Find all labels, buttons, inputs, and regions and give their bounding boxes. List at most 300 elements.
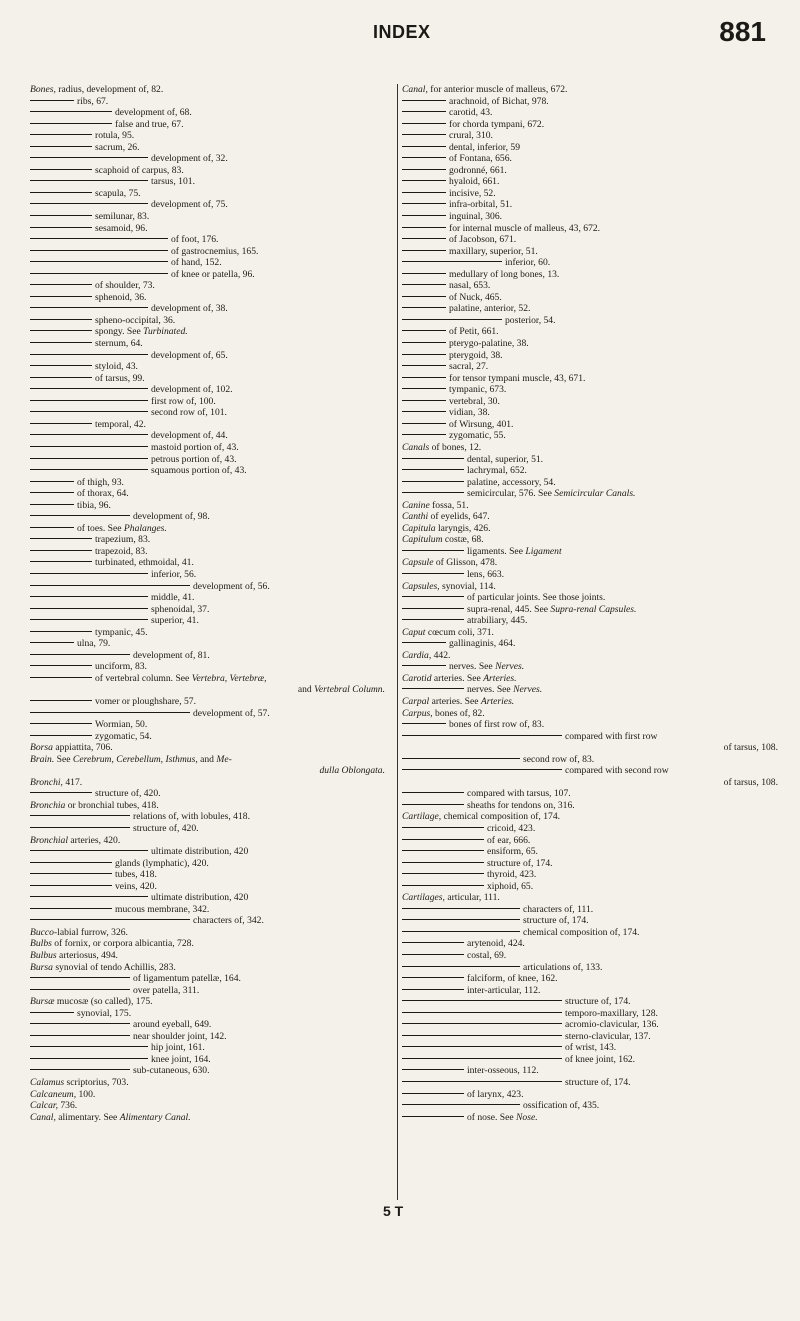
entry-headword: Canthi	[402, 511, 429, 523]
entry-cross-reference: Phalanges.	[123, 522, 167, 534]
ditto-rule	[30, 977, 130, 978]
entry-text: and	[197, 753, 217, 765]
ditto-rule	[402, 423, 446, 424]
index-subentry	[30, 223, 387, 235]
entry-text: of wrist, 143.	[565, 1042, 617, 1054]
ditto-rule	[402, 203, 446, 204]
entry-text: inguinal, 306.	[449, 211, 503, 223]
index-subentry	[30, 511, 387, 523]
ditto-rule	[30, 735, 92, 736]
ditto-rule	[402, 954, 464, 955]
entry-headword: Bursa	[30, 961, 53, 973]
entry-text: unciform, 83.	[95, 661, 147, 673]
ditto-rule	[30, 434, 148, 435]
ditto-rule	[402, 134, 446, 135]
entry-text: of ligamentum patellæ, 164.	[133, 973, 241, 985]
index-subentry	[30, 1008, 387, 1020]
index-subentry	[30, 477, 387, 489]
index-subentry	[30, 430, 387, 442]
ditto-rule	[402, 1069, 464, 1070]
entry-text: relations of, with lobules, 418.	[133, 811, 250, 823]
entry-text: structure of, 420.	[133, 823, 199, 834]
entry-text: maxillary, superior, 51.	[449, 245, 538, 257]
entry-cross-reference: Nerves.	[513, 684, 543, 696]
entry-cross-reference: dulla Oblongata.	[319, 765, 385, 777]
ditto-rule	[30, 527, 74, 528]
index-subentry	[402, 546, 780, 558]
entry-text: 417.	[62, 776, 83, 788]
entry-text: sphenoidal, 37.	[151, 603, 210, 615]
entry-text: development of, 56.	[193, 580, 270, 592]
ditto-rule	[30, 377, 92, 378]
ditto-rule	[30, 388, 148, 389]
index-heading-entry	[402, 534, 780, 546]
entry-text: articulations of, 133.	[523, 961, 603, 973]
ditto-rule	[30, 284, 92, 285]
index-subentry	[402, 869, 780, 881]
entry-text: of gastrocnemius, 165.	[171, 245, 259, 257]
ditto-rule	[30, 573, 148, 574]
entry-text: ossification of, 435.	[523, 1100, 600, 1112]
entry-text: tympanic, 45.	[95, 626, 148, 638]
entry-text: synovial, 114.	[439, 580, 496, 592]
ditto-rule	[402, 977, 464, 978]
ditto-rule	[402, 908, 520, 909]
entry-text: tympanic, 673.	[449, 384, 507, 396]
entry-text: temporo-maxillary, 128.	[565, 1007, 658, 1019]
entry-text: pterygo-palatine, 38.	[449, 338, 529, 350]
entry-cross-reference: Ligament	[525, 545, 562, 557]
ditto-rule	[30, 111, 112, 112]
ditto-rule	[402, 307, 446, 308]
index-subentry	[30, 650, 387, 662]
entry-cross-reference: Vertebra, Vertebræ,	[191, 672, 267, 684]
entry-text: structure of, 174.	[523, 915, 589, 927]
index-subentry	[402, 234, 780, 246]
index-heading-entry	[30, 996, 387, 1008]
entry-text: cœcum coli, 371.	[425, 626, 494, 638]
index-subentry	[30, 1031, 387, 1043]
index-subentry	[402, 904, 780, 916]
entry-text: development of, 75.	[151, 199, 228, 211]
entry-cross-reference: Nose.	[516, 1111, 538, 1123]
entry-headword: Bursæ	[30, 996, 55, 1008]
entry-cross-reference: Supra-renal Capsules.	[550, 603, 637, 615]
index-heading-entry	[30, 927, 387, 939]
entry-text: alimentary. See	[55, 1111, 120, 1123]
entry-text: vomer or ploughshare, 57.	[95, 695, 196, 707]
index-subentry	[30, 142, 387, 154]
index-subentry	[402, 1019, 780, 1031]
index-heading-entry	[30, 1112, 387, 1124]
ditto-rule	[402, 169, 446, 170]
index-subentry	[402, 407, 780, 419]
ditto-rule	[30, 319, 92, 320]
entry-headword: Carpus,	[402, 707, 433, 719]
ditto-rule	[402, 365, 446, 366]
index-subentry	[402, 96, 780, 108]
entry-text: costal, 69.	[467, 950, 507, 962]
entry-text: hip joint, 161.	[151, 1042, 205, 1054]
index-subentry	[30, 569, 387, 581]
entry-text: articular, 111.	[444, 892, 500, 904]
entry-text: medullary of long bones, 13.	[449, 268, 560, 280]
index-subentry	[30, 326, 387, 338]
entry-text: 100.	[76, 1088, 96, 1100]
entry-text: development of, 81.	[133, 649, 210, 661]
ditto-rule	[30, 250, 168, 251]
page-number: 881	[719, 16, 766, 47]
index-subentry	[30, 96, 387, 108]
index-subentry	[402, 985, 780, 997]
ditto-rule	[30, 1046, 148, 1047]
entry-text: of Nuck, 465.	[449, 291, 502, 303]
index-subentry	[30, 338, 387, 350]
ditto-rule	[402, 192, 446, 193]
ditto-rule	[30, 123, 112, 124]
ditto-rule	[30, 330, 92, 331]
ditto-rule	[402, 989, 464, 990]
index-subentry	[30, 384, 387, 396]
entry-text: of thigh, 93.	[77, 476, 124, 488]
ditto-rule	[402, 1012, 562, 1013]
index-subentry	[402, 973, 780, 985]
entry-text: cricoid, 423.	[487, 823, 536, 834]
index-subentry	[402, 269, 780, 281]
ditto-rule	[30, 989, 130, 990]
entry-text: over patella, 311.	[133, 984, 200, 996]
index-subentry	[30, 442, 387, 454]
index-subentry	[30, 604, 387, 616]
index-heading-entry	[30, 754, 387, 766]
entry-text: development of, 102.	[151, 384, 233, 396]
index-subentry	[30, 500, 387, 512]
entry-headword: Bones,	[30, 84, 56, 95]
entry-text: appiattita, 706.	[52, 742, 113, 754]
entry-text: arytenoid, 424.	[467, 938, 525, 950]
entry-text: development of, 44.	[151, 430, 228, 442]
index-subentry	[402, 107, 780, 119]
entry-text: of toes. See	[77, 522, 124, 534]
index-subentry	[30, 1065, 387, 1077]
entry-text: bones of first row of, 83.	[449, 719, 545, 731]
ditto-rule	[402, 296, 446, 297]
entry-cross-reference: Cerebrum, Cerebellum, Isthmus,	[72, 753, 198, 765]
entry-text: for chorda tympani, 672.	[449, 118, 545, 130]
entry-cross-reference: Turbinated.	[143, 326, 188, 338]
entry-text: development of, 32.	[151, 153, 228, 165]
index-heading-entry	[402, 696, 780, 708]
entry-text: xiphoid, 65.	[487, 880, 534, 892]
index-heading-entry	[30, 84, 387, 96]
entry-text: of Glisson, 478.	[433, 557, 498, 569]
entry-headword: Cartilage,	[402, 811, 442, 823]
index-subentry	[30, 696, 387, 708]
ditto-rule	[402, 146, 446, 147]
ditto-rule	[402, 966, 520, 967]
index-subentry	[402, 927, 780, 939]
index-subentry	[30, 246, 387, 258]
index-heading-entry	[30, 777, 387, 789]
entry-text: nerves. See	[449, 661, 496, 673]
entry-text: of fornix, or corpora albicantia, 728.	[51, 938, 194, 950]
entry-headword: Capsule	[402, 557, 434, 569]
ditto-rule	[402, 1116, 464, 1117]
entry-text: supra-renal, 445. See	[467, 603, 551, 615]
ditto-rule	[30, 619, 148, 620]
ditto-rule	[402, 111, 446, 112]
entry-headword: Cardia,	[402, 649, 432, 661]
entry-headword: Bronchia	[30, 799, 66, 811]
entry-cross-reference: Alimentary Canal.	[119, 1111, 191, 1123]
entry-text: gallinaginis, 464.	[449, 638, 516, 650]
ditto-rule	[30, 227, 92, 228]
ditto-rule	[30, 354, 148, 355]
entry-text: zygomatic, 55.	[449, 430, 506, 442]
ditto-rule	[402, 885, 484, 886]
ditto-rule	[30, 862, 112, 863]
index-subentry	[30, 915, 387, 927]
index-subentry	[30, 153, 387, 165]
index-subentry	[30, 615, 387, 627]
index-subentry	[30, 973, 387, 985]
index-subentry	[30, 869, 387, 881]
index-subentry	[402, 835, 780, 847]
ditto-rule	[402, 123, 446, 124]
entry-headword: Calcaneum,	[30, 1088, 77, 1100]
ditto-rule	[402, 434, 446, 435]
index-subentry	[402, 569, 780, 581]
entry-text: palatine, anterior, 52.	[449, 303, 531, 315]
entry-text: sesamoid, 96.	[95, 222, 148, 234]
entry-text: ultimate distribution, 420	[151, 892, 249, 904]
entry-text: infra-orbital, 51.	[449, 199, 513, 211]
ditto-rule	[30, 469, 148, 470]
entry-text: of particular joints. See those joints.	[467, 592, 606, 604]
index-subentry	[402, 465, 780, 477]
entry-text: of eyelids, 647.	[428, 511, 490, 523]
entry-text: of Wirsung, 401.	[449, 418, 514, 430]
index-subentry	[30, 350, 387, 362]
entry-text: or bronchial tubes, 418.	[65, 799, 159, 811]
ditto-rule	[30, 700, 92, 701]
ditto-rule	[402, 596, 464, 597]
ditto-rule	[402, 723, 446, 724]
ditto-rule	[402, 1058, 562, 1059]
ditto-rule	[402, 931, 520, 932]
index-subentry	[30, 788, 387, 800]
ditto-rule	[30, 1058, 148, 1059]
ditto-rule	[30, 146, 92, 147]
index-subentry	[30, 985, 387, 997]
index-subentry	[402, 661, 780, 673]
index-subentry	[402, 1065, 780, 1077]
entry-text: spheno-occipital, 36.	[95, 314, 176, 326]
ditto-rule	[402, 330, 446, 331]
entry-text: veins, 420.	[115, 880, 157, 892]
entry-text: structure of, 420.	[95, 788, 161, 800]
entry-headword: Canals	[402, 441, 430, 453]
ditto-rule	[402, 273, 446, 274]
index-subentry	[402, 1112, 780, 1124]
ditto-rule	[402, 481, 464, 482]
entry-text: compared with tarsus, 107.	[467, 788, 571, 800]
index-subentry	[402, 419, 780, 431]
ditto-rule	[30, 481, 74, 482]
entry-text: posterior, 54.	[505, 314, 556, 326]
ditto-rule	[402, 850, 484, 851]
entry-text: atrabiliary, 445.	[467, 615, 528, 627]
ditto-rule	[30, 642, 74, 643]
ditto-rule	[402, 400, 446, 401]
ditto-rule	[30, 815, 130, 816]
entry-text: vidian, 38.	[449, 407, 490, 419]
entry-headword: Bulbus	[30, 950, 57, 962]
ditto-rule	[402, 642, 446, 643]
entry-text: for internal muscle of malleus, 43, 672.	[449, 222, 601, 234]
ditto-rule	[30, 608, 148, 609]
index-subentry	[30, 234, 387, 246]
entry-text: arteries. See	[429, 695, 481, 707]
index-heading-entry	[402, 708, 780, 720]
ditto-rule	[30, 411, 148, 412]
index-subentry	[402, 223, 780, 235]
index-subentry	[30, 811, 387, 823]
index-heading-entry	[30, 950, 387, 962]
entry-text: radius, development of, 82.	[55, 84, 164, 95]
entry-text: dental, superior, 51.	[467, 453, 544, 465]
ditto-rule	[402, 1104, 520, 1105]
entry-text: tarsus, 101.	[151, 176, 195, 188]
index-subentry	[402, 373, 780, 385]
entry-headword: Borsa	[30, 742, 53, 754]
entry-headword: Capitulum	[402, 534, 443, 546]
entry-text: structure of, 174.	[487, 857, 553, 869]
entry-text: of ear, 666.	[487, 834, 531, 846]
entry-text: arteries, 420.	[68, 834, 121, 846]
entry-text: false and true, 67.	[115, 118, 184, 130]
ditto-rule	[402, 1046, 562, 1047]
entry-text: development of, 68.	[115, 107, 192, 119]
ditto-rule	[30, 180, 148, 181]
entry-text: inter-osseous, 112.	[467, 1065, 539, 1077]
ditto-rule	[30, 238, 168, 239]
index-subentry	[30, 731, 387, 743]
entry-text: scriptorius, 703.	[64, 1077, 129, 1089]
entry-text: sternum, 64.	[95, 338, 143, 350]
index-subentry	[30, 892, 387, 904]
index-subentry	[30, 188, 387, 200]
entry-text: of bones, 12.	[429, 441, 482, 453]
index-subentry	[402, 384, 780, 396]
index-subentry	[30, 396, 387, 408]
entry-text: compared with second row	[565, 765, 669, 777]
entry-text: first row of, 100.	[151, 395, 216, 407]
entry-text: of larynx, 423.	[467, 1088, 524, 1100]
entry-text: temporal, 42.	[95, 418, 146, 430]
entry-text: of hand, 152.	[171, 257, 222, 269]
ditto-rule	[402, 319, 502, 320]
entry-text: trapezium, 83.	[95, 534, 151, 546]
index-subentry	[402, 858, 780, 870]
ditto-rule	[402, 792, 464, 793]
ditto-rule	[30, 885, 112, 886]
ditto-rule	[402, 735, 562, 736]
index-heading-entry	[30, 742, 387, 754]
ditto-rule	[30, 596, 148, 597]
index-subentry	[402, 1042, 780, 1054]
entry-text: ulna, 79.	[77, 638, 111, 650]
ditto-rule	[402, 250, 446, 251]
entry-text: middle, 41.	[151, 592, 195, 604]
entry-text: labial furrow, 326.	[57, 926, 128, 938]
index-continuation-line	[30, 765, 387, 777]
entry-text: sacral, 27.	[449, 361, 489, 373]
index-subentry	[30, 373, 387, 385]
entry-text: vertebral, 30.	[449, 395, 500, 407]
ditto-rule	[402, 919, 520, 920]
index-subentry	[402, 188, 780, 200]
index-subentry	[402, 684, 780, 696]
right-index-column	[397, 84, 780, 1200]
index-subentry	[30, 858, 387, 870]
ditto-rule	[30, 273, 168, 274]
index-subentry	[402, 604, 780, 616]
entry-text: structure of, 174.	[565, 1077, 631, 1089]
index-heading-entry	[402, 84, 780, 96]
index-subentry	[402, 846, 780, 858]
entry-text: near shoulder joint, 142.	[133, 1030, 227, 1042]
entry-text: mucosæ (so called), 175.	[54, 996, 153, 1008]
ditto-rule	[402, 769, 562, 770]
index-heading-entry	[402, 627, 780, 639]
index-heading-entry	[402, 673, 780, 685]
index-subentry	[402, 119, 780, 131]
entry-text: nerves. See	[467, 684, 514, 696]
ditto-rule	[402, 839, 484, 840]
ditto-rule	[402, 573, 464, 574]
index-subentry	[30, 165, 387, 177]
index-subentry	[402, 996, 780, 1008]
index-subentry	[30, 904, 387, 916]
entry-text: pterygoid, 38.	[449, 349, 503, 361]
index-subentry	[402, 719, 780, 731]
entry-text: trapezoid, 83.	[95, 545, 148, 557]
entry-text: arachnoid, of Bichat, 978.	[449, 95, 549, 107]
entry-headword: Carotid	[402, 672, 432, 684]
entry-text: mucous membrane, 342.	[115, 903, 210, 915]
entry-text: mastoid portion of, 43.	[151, 441, 239, 453]
entry-text: synovial of tendo Achillis, 283.	[52, 961, 176, 973]
ditto-rule	[30, 908, 112, 909]
index-subentry	[402, 430, 780, 442]
entry-text: rotula, 95.	[95, 130, 135, 142]
ditto-rule	[30, 446, 148, 447]
entry-headword: Calcar,	[30, 1100, 58, 1112]
index-subentry	[402, 176, 780, 188]
ditto-rule	[402, 862, 484, 863]
entry-cross-reference: Semicircular Canals.	[554, 488, 636, 500]
entry-text: palatine, accessory, 54.	[467, 476, 556, 488]
index-title: INDEX	[373, 22, 431, 42]
entry-text: of tarsus, 108.	[723, 742, 778, 754]
entry-text: dental, inferior, 59	[449, 141, 521, 153]
entry-text: acromio-clavicular, 136.	[565, 1019, 659, 1031]
index-continuation-line	[30, 684, 387, 696]
ditto-rule	[30, 365, 92, 366]
index-subentry	[30, 119, 387, 131]
ditto-rule	[30, 538, 92, 539]
